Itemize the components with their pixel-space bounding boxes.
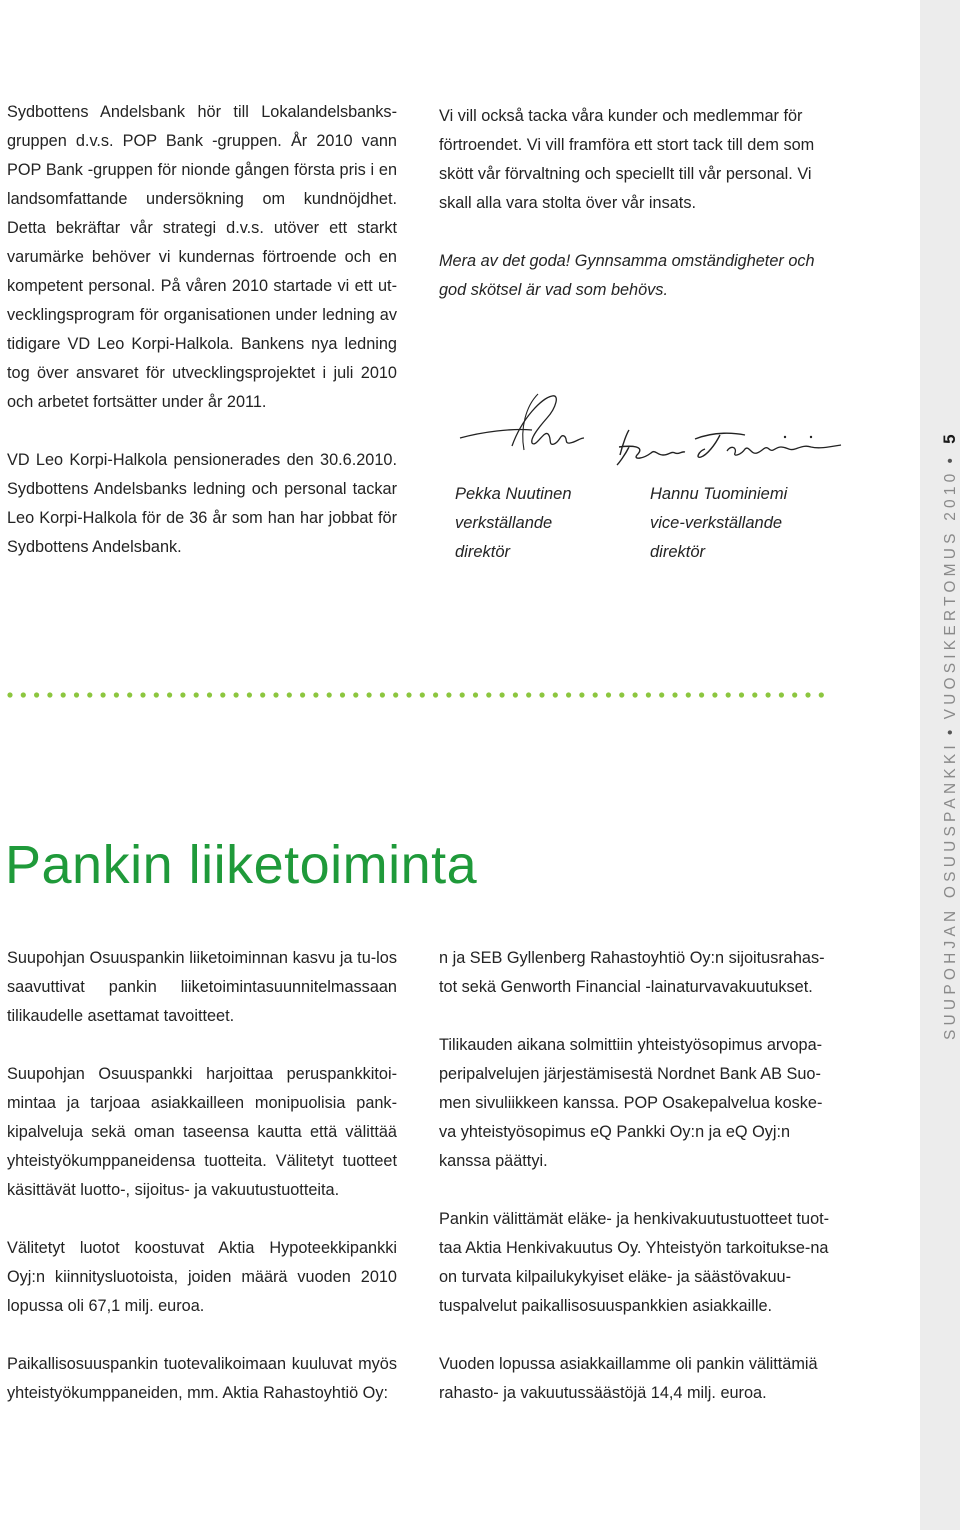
signatory-name: Hannu Tuominiemi xyxy=(650,485,788,503)
divider-dot xyxy=(61,692,66,697)
divider-dot xyxy=(606,692,611,697)
paragraph: n ja SEB Gyllenberg Rahastoyhtiö Oy:n sijoitusrahas-tot sekä Genworth Financial -lainaturvavakuutukset. xyxy=(439,949,825,996)
divider-dot xyxy=(300,692,305,697)
divider-dot xyxy=(686,692,691,697)
divider-dot xyxy=(792,692,797,697)
divider-dot xyxy=(433,692,438,697)
divider-dot xyxy=(380,692,385,697)
signatory-name: Pekka Nuutinen xyxy=(455,485,572,503)
divider-dot xyxy=(739,692,744,697)
paragraph: Välitetyt luotot koostuvat Aktia Hypoteekkipankki Oyj:n kiinnitysluotoista, joiden määrä vuoden 2010 lopussa oli 67,1 milj. euroa. xyxy=(7,1239,397,1315)
signature-hannu-tuominiemi xyxy=(615,425,845,470)
divider-dot xyxy=(74,692,79,697)
divider-dot xyxy=(566,692,571,697)
divider-dot xyxy=(101,692,106,697)
divider-dot xyxy=(87,692,92,697)
divider-dot xyxy=(539,692,544,697)
divider-dot xyxy=(752,692,757,697)
dotted-divider xyxy=(7,690,837,700)
signatory-title: verkställande xyxy=(455,514,553,532)
divider-dot xyxy=(446,692,451,697)
divider-dot xyxy=(7,692,12,697)
divider-dot xyxy=(672,692,677,697)
divider-dot xyxy=(486,692,491,697)
divider-dot xyxy=(699,692,704,697)
divider-dot xyxy=(114,692,119,697)
divider-dot xyxy=(127,692,132,697)
divider-dot xyxy=(247,692,252,697)
divider-dot xyxy=(34,692,39,697)
paragraph: Suupohjan Osuuspankki harjoittaa peruspankkitoi-mintaa ja tarjoaa asiakkailleen monipuolisia pank-kipalveluja sekä oman taseensa kautta että välittää yhteistyökumppaneidensa tuotteita. Välitetyt tuotteet käsittävät luotto-, sijoitus- ja vakuutustuotteita. xyxy=(7,1065,397,1199)
divider-dot xyxy=(287,692,292,697)
divider-dot xyxy=(513,692,518,697)
left-column-top xyxy=(7,98,397,562)
sidebar-report-name: VUOSIKERTOMUS 2010 xyxy=(942,469,959,720)
paragraph: VD Leo Korpi-Halkola pensionerades den 30.6.2010. Sydbottens Andelsbanks ledning och personal tackar Leo Korpi-Halkola för de 36 år som han har jobbat för Sydbottens Andelsbank. xyxy=(7,451,397,556)
divider-dot xyxy=(726,692,731,697)
divider-dot xyxy=(260,692,265,697)
divider-dot xyxy=(593,692,598,697)
signatory-title: vice-verkställande xyxy=(650,514,783,532)
divider-dot xyxy=(367,692,372,697)
divider-dot xyxy=(619,692,624,697)
paragraph: Vi vill också tacka våra kunder och medlemmar för förtroendet. Vi vill framföra ett stort tack till dem som skött vår förvaltning och speciellt till vår personal. Vi skall alla vara stolta över vår insats. xyxy=(439,107,815,212)
divider-dot xyxy=(500,692,505,697)
paragraph: Paikallisosuuspankin tuotevalikoimaan kuuluvat myös yhteistyökumppaneiden, mm. Aktia Rahastoyhtiö Oy: xyxy=(7,1355,397,1402)
divider-dot xyxy=(47,692,52,697)
divider-dot xyxy=(340,692,345,697)
paragraph: Vuoden lopussa asiakkaillamme oli pankin välittämiä rahasto- ja vakuutussäästöjä 14,4 milj. euroa. xyxy=(439,1355,818,1402)
divider-dot xyxy=(460,692,465,697)
divider-dot xyxy=(393,692,398,697)
sidebar-running-title xyxy=(940,434,960,1040)
bullet-separator: • xyxy=(942,453,959,464)
divider-dot xyxy=(273,692,278,697)
signatory-title: direktör xyxy=(650,543,706,561)
divider-dot xyxy=(766,692,771,697)
divider-dot xyxy=(420,692,425,697)
divider-dot xyxy=(207,692,212,697)
divider-dot xyxy=(406,692,411,697)
divider-dot xyxy=(234,692,239,697)
divider-dot xyxy=(659,692,664,697)
divider-dot xyxy=(220,692,225,697)
sidebar-org-name: SUUPOHJAN OSUUSPANKKI xyxy=(942,741,959,1040)
paragraph: Sydbottens Andelsbank hör till Lokalandelsbanks-gruppen d.v.s. POP Bank -gruppen. År 2010 vann POP Bank -gruppen för nionde gången första pris i en landsomfattande undersökning om kundnöjdhet. Detta bekräftar vår strategi d.v.s. utöver ett starkt varumärke behöver vi kundernas förtroende och en kompetent personal. På våren 2010 startade vi ett ut-vecklingsprogram för organisationen under ledning av tidigare VD Leo Korpi-Halkola. Bankens nya ledning tog över ansvaret för utvecklingsprojektet i juli 2010 och arbetet fortsätter under år 2011. xyxy=(7,103,397,411)
right-column-top xyxy=(439,102,834,305)
page-number: 5 xyxy=(940,434,959,444)
signature-pekka-nuutinen xyxy=(452,388,587,460)
bullet-separator: • xyxy=(942,725,959,736)
divider-dot xyxy=(154,692,159,697)
divider-dot xyxy=(779,692,784,697)
paragraph: Tilikauden aikana solmittiin yhteistyösopimus arvopa-peripalvelujen järjestämisestä Nordnet Bank AB Suo-men sivuliikkeen kanssa. POP Osakepalvelua koske-va yhteistyösopimus eQ Pankki Oy:n ja eQ Oyj:n kanssa päättyi. xyxy=(439,1036,823,1170)
divider-dot xyxy=(167,692,172,697)
paragraph: Pankin välittämät eläke- ja henkivakuutustuotteet tuot-taa Aktia Henkivakuutus Oy. Yhteistyön tarkoitukse-na on turvata kilpailukykyiset eläke- ja säästövakuu-tuspalvelut paikallisosuuspankkien asiakkaille. xyxy=(439,1210,830,1315)
right-column-bottom xyxy=(439,944,834,1408)
signatory-title: direktör xyxy=(455,543,511,561)
divider-dot xyxy=(633,692,638,697)
divider-dot xyxy=(473,692,478,697)
divider-dot xyxy=(805,692,810,697)
divider-dot xyxy=(180,692,185,697)
divider-dot xyxy=(140,692,145,697)
divider-dot xyxy=(21,692,26,697)
section-heading: Pankin liiketoiminta xyxy=(5,835,478,895)
signature-caption-deputy-ceo xyxy=(650,480,820,567)
divider-dot xyxy=(327,692,332,697)
signature-caption-ceo xyxy=(455,480,605,567)
divider-dot xyxy=(579,692,584,697)
left-column-bottom xyxy=(7,944,397,1408)
divider-dot xyxy=(194,692,199,697)
divider-dot xyxy=(553,692,558,697)
paragraph: Suupohjan Osuuspankin liiketoiminnan kasvu ja tu-los saavuttivat pankin liiketoimintasuunnitelmassaan tilikaudelle asettamat tavoitteet. xyxy=(7,949,397,1025)
divider-dot xyxy=(712,692,717,697)
divider-dot xyxy=(353,692,358,697)
divider-dot xyxy=(526,692,531,697)
divider-dot xyxy=(313,692,318,697)
divider-dot xyxy=(646,692,651,697)
divider-dot xyxy=(819,692,824,697)
closing-remark: Mera av det goda! Gynnsamma omständigheter och god skötsel är vad som behövs. xyxy=(439,252,815,299)
